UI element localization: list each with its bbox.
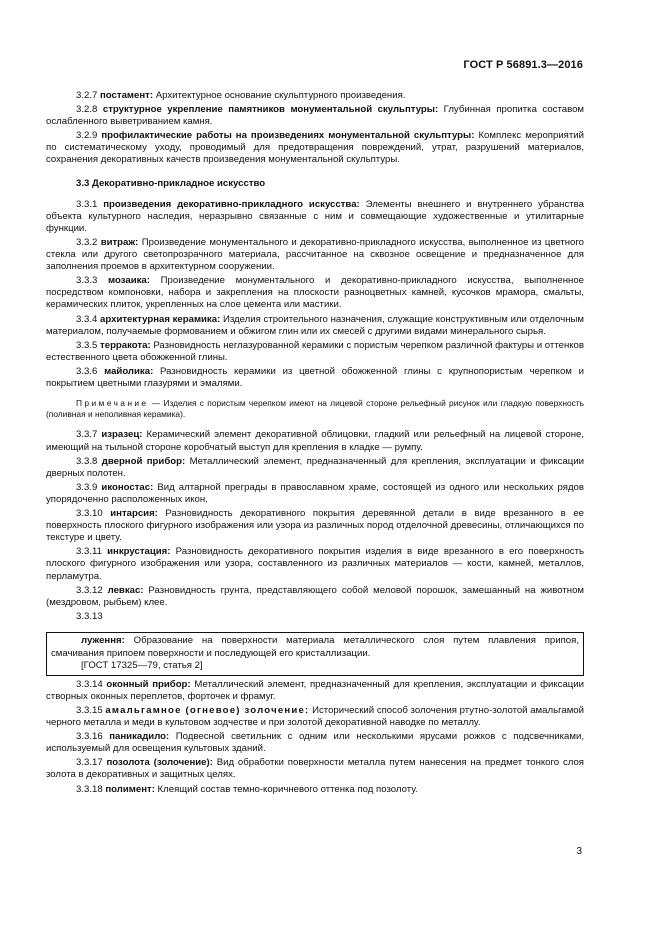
section-number: 3.3 bbox=[76, 177, 90, 189]
boxed-definition bbox=[46, 632, 584, 675]
clause-number: 3.3.3 bbox=[76, 275, 98, 287]
definition-text: Вид обработки поверхности металла путем нанесения на предмет тонкого слоя золота в декоративных и защитных целях. bbox=[46, 757, 584, 781]
definition-paragraph bbox=[46, 705, 584, 729]
term: витраж: bbox=[100, 236, 139, 248]
definition-paragraph bbox=[46, 679, 584, 703]
definition-paragraph bbox=[46, 199, 584, 235]
clause-number: 3.3.10 bbox=[76, 508, 103, 520]
term: профилактические работы на произведениях монументальной скульптуры: bbox=[101, 130, 475, 142]
clause-number: 3.3.12 bbox=[76, 584, 103, 596]
term: изразец: bbox=[101, 429, 143, 441]
definition-paragraph bbox=[46, 784, 584, 796]
standard-reference: [ГОСТ 17325—79, статья 2] bbox=[81, 659, 203, 671]
clause-number: 3.3.1 bbox=[76, 198, 98, 210]
note-text: Изделия с пористым черепком имеют на лицевой стороне рельефный рисунок или гладкую поверхность (поливная и неполивная керамика). bbox=[46, 398, 584, 420]
clause-number: 3.3.9 bbox=[76, 481, 98, 493]
definition-text: Разновидность неглазурованной керамики с пористым черепком различной фактуры и оттенков естественного цвета обожженной глины. bbox=[46, 339, 584, 363]
definition-text: Разновидность декоративного покрытия деревянной детали в виде врезанного в ее поверхность плоского фигурного изображения или узора из различных пород отделочной древесины, отличающихся по текстуре и цвету. bbox=[46, 508, 585, 544]
definition-text: Клеящий состав темно-коричневого оттенка под позолоту. bbox=[154, 783, 418, 795]
term: терракота: bbox=[100, 339, 151, 351]
term: структурное укрепление памятников монументальной скульптуры: bbox=[102, 104, 439, 116]
definition-paragraph bbox=[46, 90, 584, 102]
note-dash: — bbox=[148, 398, 164, 409]
term: левкас: bbox=[107, 584, 144, 596]
definition-text: Исторический способ золочения ртутно-золотой амальгамой черного металла и меди в культовом зодчестве и при золотой декоративной наводке по металлу. bbox=[46, 704, 585, 729]
term: майолика: bbox=[104, 365, 154, 377]
definition-paragraph bbox=[46, 130, 584, 166]
term: дверной прибор: bbox=[101, 455, 186, 467]
clause-number: 3.3.17 bbox=[76, 757, 103, 769]
clause-number: 3.3.7 bbox=[76, 429, 98, 441]
definition-text: Разновидность декоративного покрытия изделия в виде врезанного в его поверхность плоского фигурного изображения или узора, составленного из различных материалов — кости, камней, металлов, перламутра. bbox=[46, 546, 584, 582]
page-number: 3 bbox=[576, 846, 582, 857]
definition-paragraph bbox=[51, 635, 579, 659]
definition-text: Металлический элемент, предназначенный для крепления, эксплуатации и фиксации дверных полотен. bbox=[46, 455, 584, 479]
clause-number: 3.3.5 bbox=[76, 339, 98, 351]
clause-number: 3.3.4 bbox=[76, 313, 98, 325]
definition-paragraph bbox=[46, 429, 584, 453]
paragraphs-top bbox=[46, 90, 584, 167]
term: архитектурная керамика: bbox=[100, 313, 221, 325]
term: постамент: bbox=[100, 90, 154, 101]
section-heading bbox=[46, 178, 584, 190]
clause-number: 3.2.7 bbox=[76, 90, 98, 101]
paragraphs-mid bbox=[46, 199, 584, 390]
definition-text: Разновидность грунта, представляющего собой меловой порошок, замешанный на животном (мездровом, рыбьем) клее. bbox=[46, 584, 585, 608]
clause-number: 3.3.16 bbox=[76, 731, 103, 743]
definition-paragraph bbox=[46, 585, 584, 609]
definition-paragraph bbox=[46, 731, 584, 755]
paragraphs-end bbox=[46, 679, 584, 796]
definition-paragraph bbox=[46, 482, 584, 506]
term: позолота (золочение): bbox=[106, 757, 213, 769]
term: луження: bbox=[81, 635, 125, 647]
term: мозаика: bbox=[108, 275, 150, 287]
definition-text: Разновидность керамики из цветной обожженной глины с крупнопористым черепком и покрытием цветными глазурями и эмалями. bbox=[46, 365, 584, 389]
term: паникадило: bbox=[109, 731, 170, 743]
boxed-clause-number: 3.3.13 bbox=[76, 610, 103, 622]
definition-text: Комплекс мероприятий по систематическому уходу, проводимый для предотвращения повреждений, утрат, разрушений материалов, сохранения декоративных качеств произведения монументальной скульптуры. bbox=[46, 130, 584, 166]
definition-text: Архитектурное основание скульптурного произведения. bbox=[153, 90, 406, 101]
definition-paragraph bbox=[46, 237, 584, 273]
definition-paragraph bbox=[46, 508, 584, 544]
clause-number: 3.3.15 bbox=[76, 704, 103, 716]
clause-number: 3.3.2 bbox=[76, 236, 98, 248]
document-body bbox=[46, 90, 584, 796]
definition-text: Вид алтарной преграды в православном храме, состоящей из одного или нескольких рядов упорядоченно расположенных икон. bbox=[46, 481, 584, 505]
definition-paragraph bbox=[46, 275, 584, 311]
definition-paragraph bbox=[46, 757, 584, 781]
term: оконный прибор: bbox=[106, 678, 191, 690]
term: интарсия: bbox=[110, 508, 158, 520]
definition-paragraph bbox=[46, 314, 584, 338]
definition-text: Элементы внешнего и внутреннего убранства объекта культурного наследия, неразрывно связанные с ним и совмещающие художественные и утилитарные функции. bbox=[46, 198, 584, 234]
section-title: Декоративно-прикладное искусство bbox=[92, 177, 266, 189]
clause-number: 3.3.6 bbox=[76, 365, 98, 377]
term: полимент: bbox=[105, 783, 155, 795]
term: амальгамное (огневое) золочение: bbox=[105, 704, 310, 716]
clause-number: 3.3.11 bbox=[76, 546, 102, 558]
term: произведения декоративно-прикладного искусства: bbox=[103, 198, 360, 210]
term: инкрустация: bbox=[107, 546, 171, 558]
note-label: Примечание bbox=[76, 398, 149, 409]
note bbox=[46, 398, 584, 420]
definition-text: Произведение монументального и декоративно-прикладного искусства, выполненное из цветного стекла или другого светопрозрачного материала, рассчитанное на сквозное освещение и предназначенное для заполнения проемов в архитектурном сооружении. bbox=[46, 236, 584, 273]
clause-number: 3.2.9 bbox=[76, 130, 98, 142]
clause-number: 3.3.18 bbox=[76, 783, 103, 795]
term: иконостас: bbox=[101, 481, 154, 493]
paragraphs-low bbox=[46, 429, 584, 608]
definition-text: Глубинная пропитка составом ослабленного выветриванием камня. bbox=[46, 104, 585, 128]
definition-text: Металлический элемент, предназначенный для крепления, эксплуатации и фиксации створных оконных переплетов, форточек и фрамуг. bbox=[46, 678, 584, 702]
definition-paragraph bbox=[46, 366, 584, 390]
definition-paragraph bbox=[46, 456, 584, 480]
definition-paragraph bbox=[46, 546, 584, 582]
definition-paragraph bbox=[46, 104, 584, 128]
definition-text: Образование на поверхности материала металлического слоя путем плавления припоя, смачивания припоем поверхности и последующей его кристаллизации. bbox=[51, 635, 579, 659]
definition-text: Произведение монументального и декоративно-прикладного искусства, выполненное посредством компоновки, набора и закрепления на плоскости разноцветных камней, кусочков мрамора, смальты, керамических плиток, укрепленных на слое цемента или мастики. bbox=[46, 275, 584, 311]
definition-paragraph bbox=[46, 340, 584, 364]
clause-number: 3.3.14 bbox=[76, 678, 103, 690]
definition-text: Подвесной светильник с одним или несколькими ярусами рожков с подсвечниками, используемый для освещения культовых зданий. bbox=[46, 731, 585, 755]
standard-header: ГОСТ Р 56891.3—2016 bbox=[463, 59, 583, 71]
clause-number: 3.2.8 bbox=[76, 104, 98, 116]
clause-number: 3.3.8 bbox=[76, 455, 98, 467]
definition-text: Керамический элемент декоративной облицовки, гладкий или рельефный на лицевой стороне, имеющий на тыльной стороне коробчатый выступ для крепления в кладке — румпу. bbox=[46, 429, 584, 453]
definition-text: Изделия строительного назначения, служащие конструктивным или отделочным материалом, получаемые формованием и обжигом глин или их смесей с другими видами минерального сырья. bbox=[46, 313, 585, 337]
